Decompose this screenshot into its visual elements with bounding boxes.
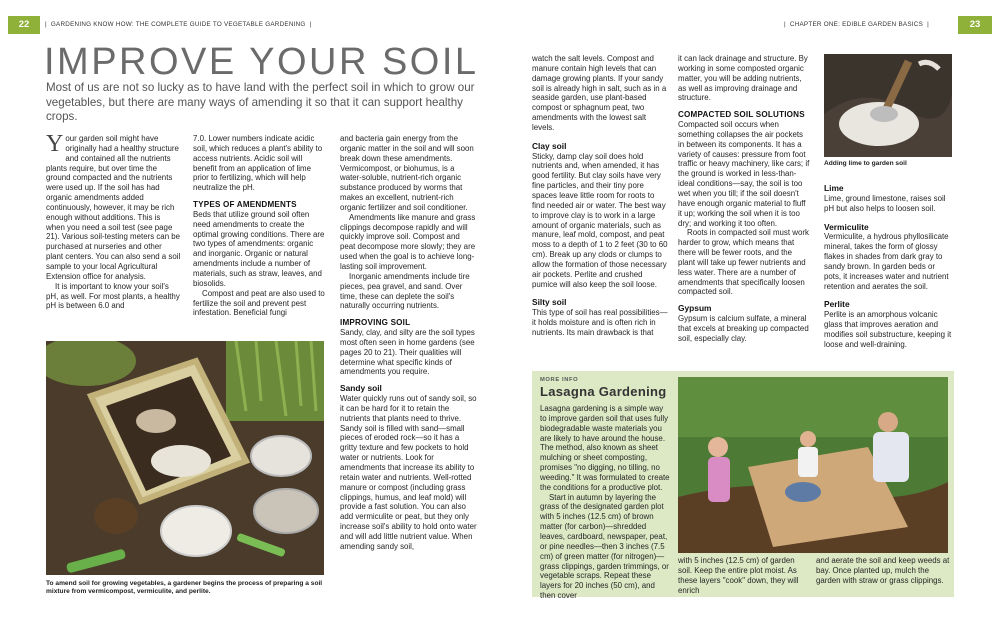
subheading: Sandy soil xyxy=(340,383,382,394)
subheading: Perlite xyxy=(824,299,850,310)
intro-text: Most of us are not so lucky as to have land with the perfect soil in which to grow our vegetables, but there are many ways of amending it so that it can support healthy crops. xyxy=(46,81,475,124)
paragraph: Compost and peat are also used to fertilize the soil and prevent pest infestation. Beneficial fungi xyxy=(193,288,325,318)
paragraph: watch the salt levels. Compost and manure contain high levels that can damage growing plants. If your sandy soil is already high in salt, such as in a seaside garden, use plant-based compost or sphagnum peat, two amendments with the lowest salt levels. xyxy=(532,54,667,132)
paragraph: Beds that utilize ground soil often need amendments to create the optimal growing conditions. There are two types of amendments: organic and inorganic. Organic or natural amendments include a number of materials, such as straw, leaves, and biosolids. xyxy=(193,209,325,288)
paragraph: our garden soil might have originally had a healthy structure and contained all the nutrients plants require, but over time the ground compacted and the nutrients were used up. If the soil has had organic amendments added continuously, however, it may be rich enough without additions. This is when you need a soil test (see page 21). Various soil-testing meters can be purchased at nurseries and other plant centers. You can also send a soil sample to your local Agricultural Extension office for analysis. xyxy=(46,134,181,281)
lime-photo-caption: Adding lime to garden soil xyxy=(824,160,907,167)
main-photo-caption: To amend soil for growing vegetables, a gardener begins the process of preparing a soil mixture from vermicompost, vermiculite, and perlite. xyxy=(46,580,323,596)
right-running-title: CHAPTER ONE: EDIBLE GARDEN BASICS xyxy=(789,21,924,28)
left-running-title: GARDENING KNOW HOW: THE COMPLETE GUIDE TO VEGETABLE GARDENING xyxy=(50,21,306,28)
more-info-text-end xyxy=(816,556,950,586)
paragraph: It is important to know your soil's pH, as well. For most plants, a healthy pH is between 6.0 and xyxy=(46,281,180,311)
column-3 xyxy=(340,134,477,552)
column-4 xyxy=(532,54,668,338)
column-2 xyxy=(193,134,327,318)
section-heading: COMPACTED SOIL SOLUTIONS xyxy=(678,110,805,120)
paragraph: 7.0. Lower numbers indicate acidic soil, which reduces a plant's ability to access nutrients. Acidic soil will benefit from an application of lime prior to fertilizing, which will help neutralize the pH. xyxy=(193,134,323,193)
paragraph: Gypsum is calcium sulfate, a mineral that excels at breaking up compacted soil, especially clay. xyxy=(678,314,809,343)
subheading: Gypsum xyxy=(678,303,712,314)
paragraph: Amendments like manure and grass clippings decompose rapidly and will quickly improve soil. Compost and peat decompose more slowly; they are used when the goal is to achieve long-lasting soil improvement. xyxy=(340,212,476,271)
left-page-number: 22 xyxy=(8,16,40,34)
paragraph: This type of soil has real possibilities—it holds moisture and is often rich in nutrients. Its main drawback is that xyxy=(532,308,668,337)
paragraph: Lasagna gardening is a simple way to improve garden soil that uses fully biodegradable waste materials you are likely to have around the house. The method, also known as sheet mulching or sheet composting, promises "no digging, no tilling, no weeding." It was formulated to create the conditions for a productive plot. xyxy=(540,404,670,492)
drop-cap: Y xyxy=(46,131,64,157)
paragraph: Vermiculite, a hydrous phyllosilicate mineral, takes the form of glossy flakes in shades from dark gray to sandy brown. In garden beds or pots, it increases water and nutrient retention and aerates the soil. xyxy=(824,232,949,291)
adding-lime-image xyxy=(824,54,952,157)
paragraph: it can lack drainage and structure. By working in some composted organic matter, you will be adding nutrients, as well as improving drainage and structure. xyxy=(678,54,808,103)
paragraph: Roots in compacted soil must work harder to grow, which means that there will be fewer roots, and the plant will take up fewer nutrients and less water. There are a number of amendments that specifically loosen compacted soil. xyxy=(678,228,809,297)
more-info-title: Lasagna Gardening xyxy=(540,384,667,399)
page-title: IMPROVE YOUR SOIL xyxy=(44,41,479,83)
more-info-kicker: MORE INFO xyxy=(540,377,579,383)
subheading: Vermiculite xyxy=(824,221,869,232)
paragraph: Sticky, damp clay soil does hold nutrients and, when amended, it has good fertility. But clay soils have very fine particles, and their tiny pore spaces leave little room for roots to find needed air or water. The best way to improve clay is to work in a large amount of organic materials, such as manure, leaf mold, compost, and peat moss to a depth of 1 to 2 feet (30 to 60 cm). Break up any clods or clumps to allow the formation of those necessary air pockets. Perlite and crushed pumice will also keep the soil loose. xyxy=(532,151,668,289)
separator: | xyxy=(784,21,786,28)
paragraph: Start in autumn by layering the grass of the designated garden plot with 5 inches (12.5 cm) of brown matter (for carbon)—shredded leaves, cardboard, newspaper, peat, or pine needles—then 3 inches (7.5 cm) of green matter (for nitrogen)—grass clippings, garden trimmings, or vegetable scraps. Repeat these layers for 20 inches (50 cm), and then cover xyxy=(540,492,669,601)
paragraph: Compacted soil occurs when something collapses the air pockets in between its components. It has a variety of causes: pressure from foot traffic or heavy machinery, like cars; if the ground is worked in less-than-ideal conditions—say, the soil is too wet when you till; if the soil doesn't have enough organic material to fluff it up; working the soil when it is too dry; and working it too often. xyxy=(678,120,810,228)
paragraph: and aerate the soil and keep weeds at bay. Once planted up, mulch the garden with straw or grass clippings. xyxy=(816,556,950,585)
right-running-header xyxy=(784,16,929,34)
separator: | xyxy=(45,21,47,28)
soil-mixture-image xyxy=(46,341,324,575)
paragraph: with 5 inches (12.5 cm) of garden soil. Keep the entire plot moist. As these layers "cook" down, they will enrich xyxy=(678,556,799,595)
family-gardening-image xyxy=(678,377,948,553)
subheading: Silty soil xyxy=(532,297,567,308)
separator: | xyxy=(309,21,312,28)
more-info-text xyxy=(540,404,672,601)
column-6 xyxy=(824,184,954,350)
paragraph: Lime, ground limestone, raises soil pH but also helps to loosen soil. xyxy=(824,193,946,213)
left-running-header xyxy=(45,16,311,34)
right-page-number: 23 xyxy=(958,16,992,34)
section-heading: IMPROVING SOIL xyxy=(340,318,411,328)
separator: | xyxy=(927,21,929,28)
subheading: Clay soil xyxy=(532,140,567,151)
column-1 xyxy=(46,131,181,311)
more-info-text-continued xyxy=(678,556,810,595)
paragraph: Inorganic amendments include tire pieces, pea gravel, and sand. Over time, these can deplete the soil's naturally occurring nutrients. xyxy=(340,271,470,311)
section-heading: TYPES OF AMENDMENTS xyxy=(193,200,297,210)
paragraph: Sandy, clay, and silty are the soil types most often seen in home gardens (see pages 20 to 21). Their qualities will determine what specific kinds of amendments you require. xyxy=(340,328,475,377)
soil-amendment-photo xyxy=(46,341,324,575)
lime-photo xyxy=(824,54,952,157)
paragraph: and bacteria gain energy from the organic matter in the soil and will soon break down these amendments. Vermicompost, or biohumus, is a water-soluble, nutrient-rich organic substance produced by worms that makes an excellent, nutrient-rich organic fertilizer and soil conditioner. xyxy=(340,134,474,212)
subheading: Lime xyxy=(824,183,844,193)
lasagna-gardening-photo xyxy=(678,377,948,553)
paragraph: Perlite is an amorphous volcanic glass that improves aeration and modifies soil substructure, keeping it loose and well-draining. xyxy=(824,310,952,349)
column-5 xyxy=(678,54,810,344)
paragraph: Water quickly runs out of sandy soil, so it can be hard for it to retain the nutrients that plants need to thrive. Sandy soil is filled with sand—small pieces of eroded rock—so it has a gritty texture and few pockets to hold water or nutrients. Look for amendments that increase its ability to retain water and nutrients. Well-rotted manure or compost (including grass clippings, humus, and leaf mold) will provide a fast solution. You can also add vermiculite or peat, but they only increase soil's ability to hold onto water and will add little nutrient value. When amending sandy soil, xyxy=(340,394,477,551)
